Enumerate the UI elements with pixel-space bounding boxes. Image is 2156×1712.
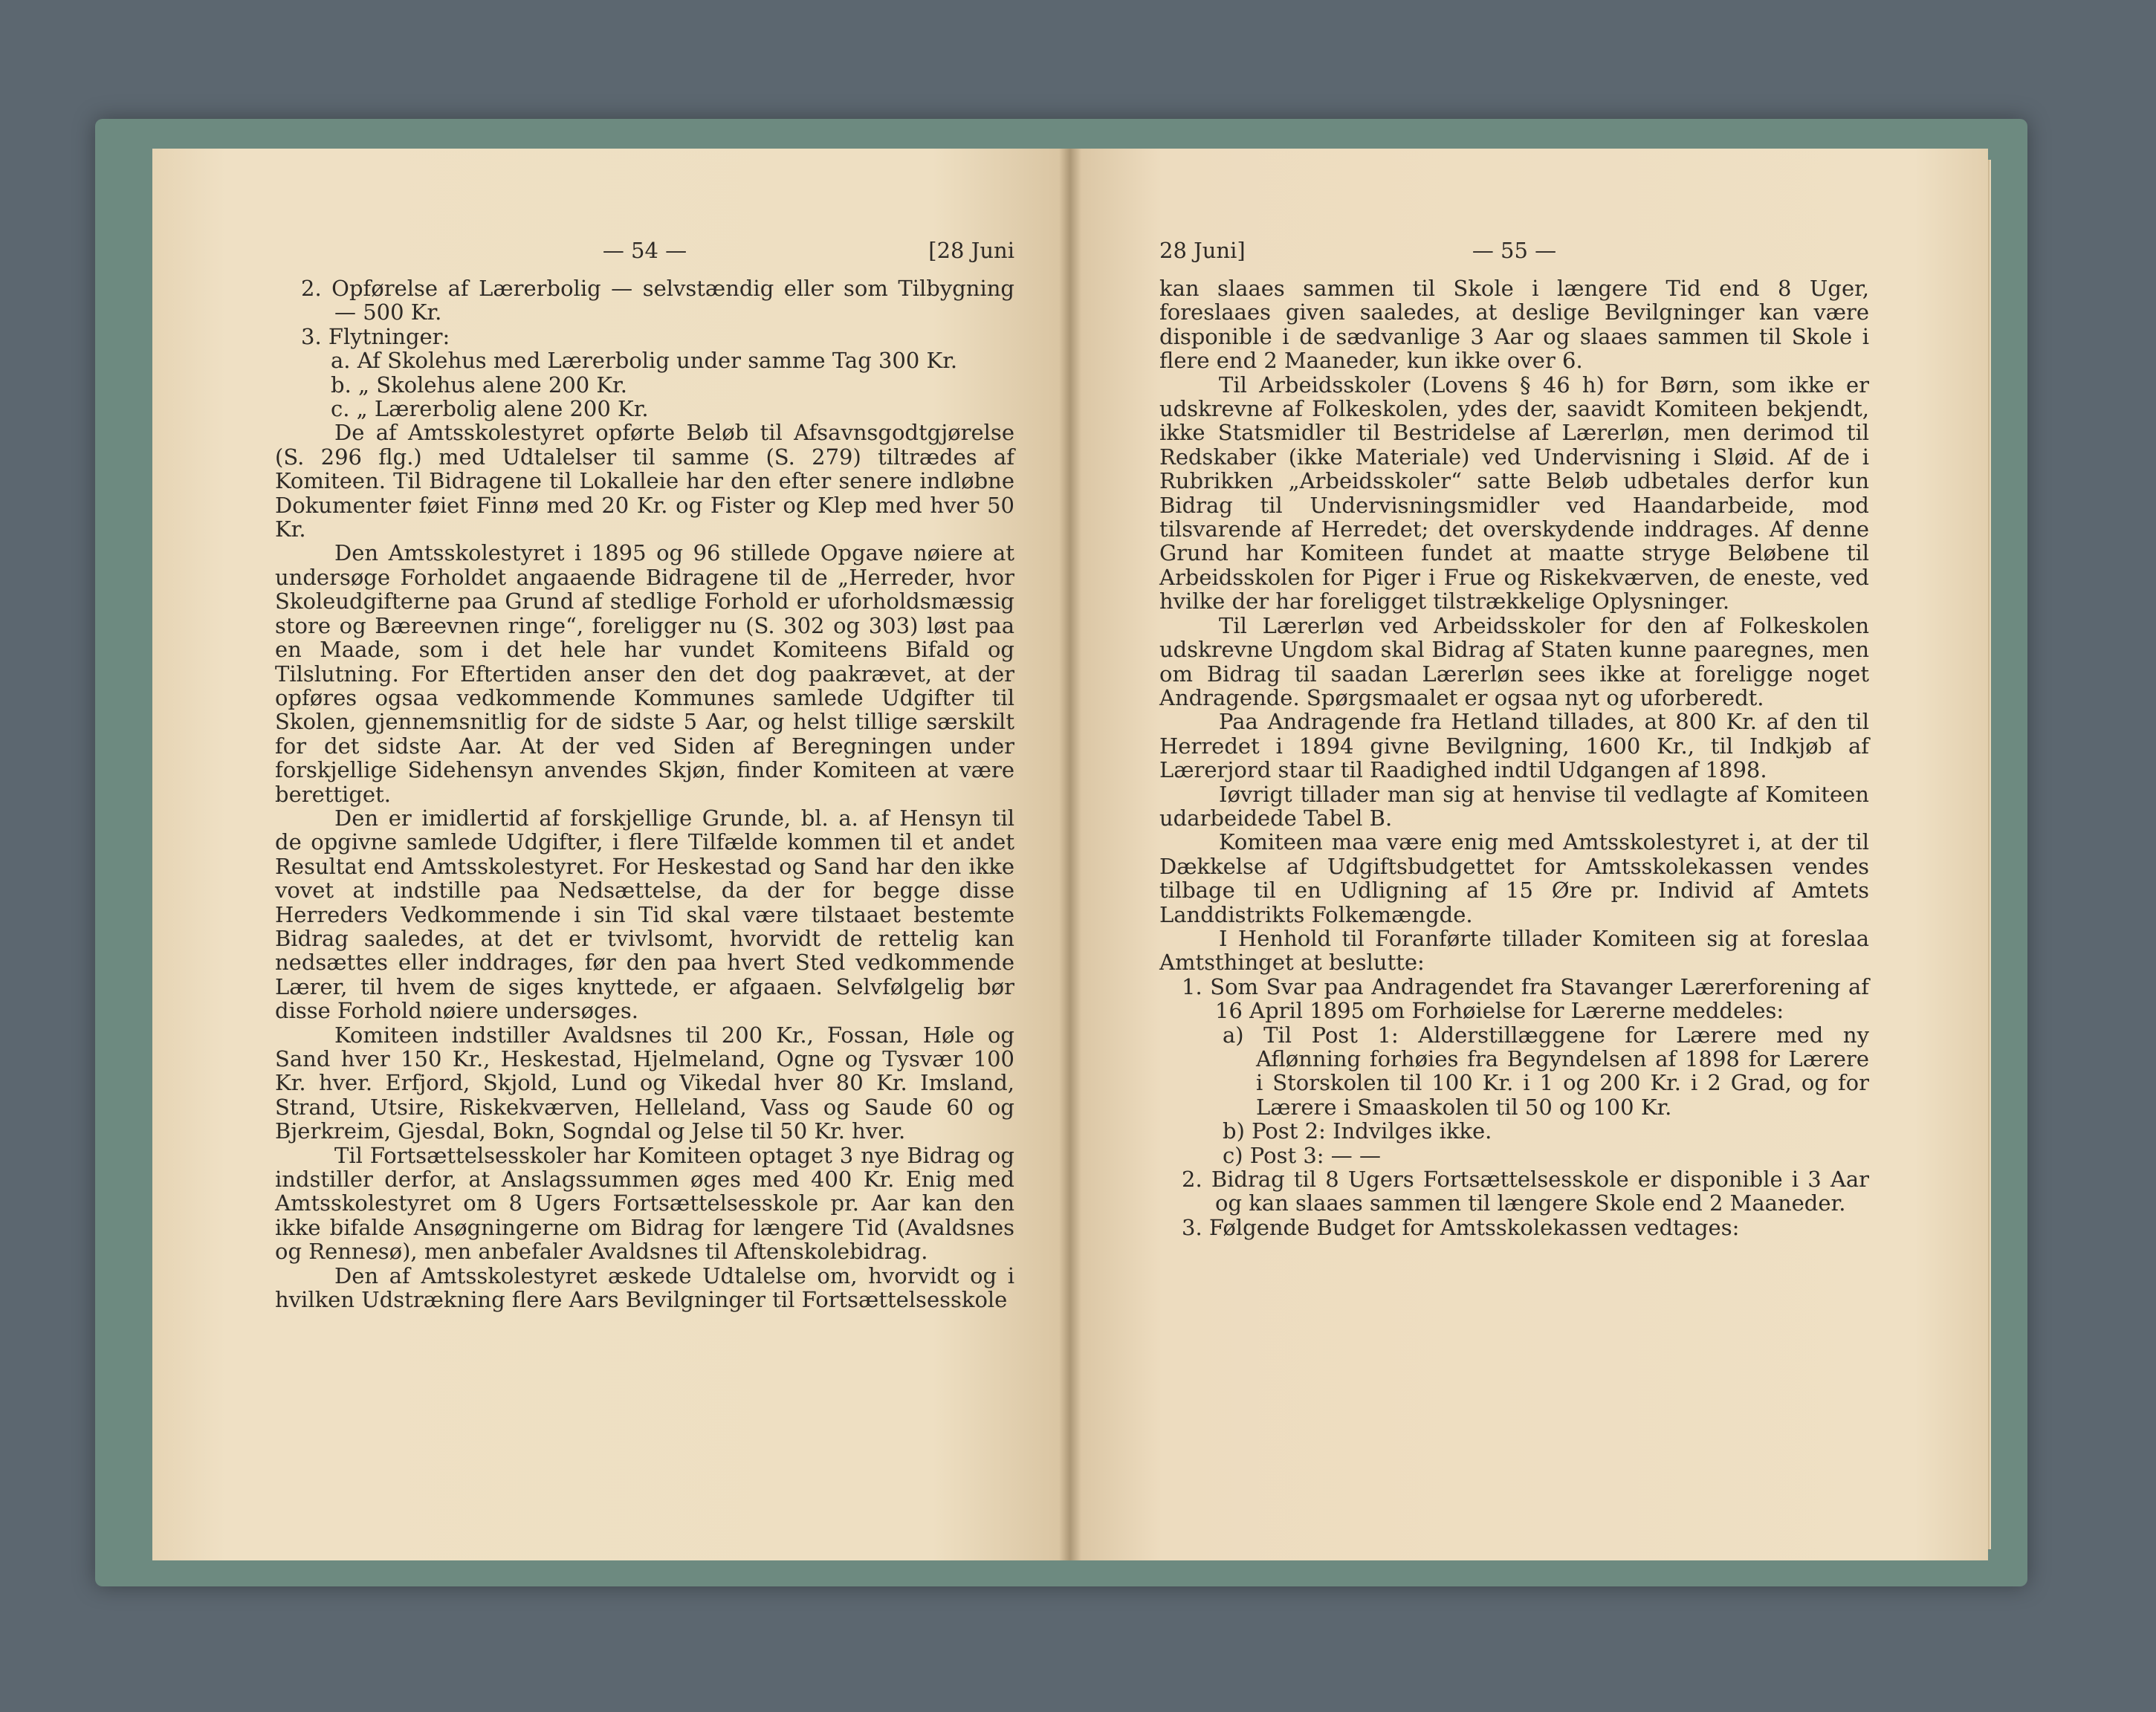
paragraph: 2. Bidrag til 8 Ugers Fortsættelsesskole er disponible i 3 Aar og kan slaaes sammen til længere Skole end 2 Maaneder. (1182, 1167, 1869, 1216)
paragraph: I Henhold til Foranførte tillader Komiteen sig at foreslaa Amtsthinget at beslutte: (1159, 925, 1869, 976)
paragraph: 3. Følgende Budget for Amtsskolekassen vedtages: (1182, 1214, 1740, 1240)
paragraph: Til Arbeidsskoler (Lovens § 46 h) for Børn, som ikke er udskrevne af Folkeskolen, ydes der, saavidt Komiteen bekjendt, ikke Statsmidler til Bestridelse af Lærerløn, men derimod til Redskaber (ikke Materiale) ved Undervisning i Sløid. Af de i Rubrikken „Arbeidsskoler“ satte Beløb udbetales derfor kun Bidrag til Undervisningsmidler ved Haandarbeide, mod tilsvarende af Herredet; det overskydende inddrages. Af denne Grund har Komiteen fundet at maatte stryge Beløbene til Arbeidsskolen for Piger i Frue og Riskekværven, de eneste, ved hvilke der har foreligget tilstrækkelige Oplysninger. (1159, 372, 1869, 615)
paragraph: Den af Amtsskolestyret æskede Udtalelse om, hvorvidt og i hvilken Udstrækning flere Aars Bevilgninger til Fortsættelsesskole (275, 1262, 1014, 1313)
running-head-date: 28 Juni] (1159, 238, 1246, 263)
paragraph: Den er imidlertid af forskjellige Grunde, bl. a. af Hensyn til de opgivne samlede Udgifter, i flere Tilfælde kommen til et andet Resultat end Amtsskolestyret. For Heskestad og Sand har den ikke vovet at indstille paa Nedsættelse, da der for begge disse Herreders Vedkommende i sin Tid skal være tilstaaet bestemte Bidrag saaledes, at det er tvivlsomt, hvorvidt de rettelig kan nedsættes eller inddrages, før den paa hvert Sted vedkommende Lærer, til hvem de siges knyttede, er afgaaen. Selvfølgelig bør disse Forhold nøiere undersøges. (275, 805, 1014, 1024)
paragraph: Den Amtsskolestyret i 1895 og 96 stillede Opgave nøiere at undersøge Forholdet angaaende Bidragene til de „Herreder, hvor Skoleudgifterne paa Grund af stedlige Forhold er uforholdsmæssig store og Bæreevnen ringe“, foreligger nu (S. 302 og 303) løst paa en Maade, som i det hele har vundet Komiteens Bifald og Tilslutning. For Eftertiden anser den det dog paakrævet, at der opføres ogsaa vedkommende Kommunes samlede Udgifter til Skolen, gjennemsnitlig for de sidste 5 Aar, og helst tillige særskilt for det sidste Aar. At der ved Siden af Beregningen under forskjellige Sidehensyn anvendes Skjøn, finder Komiteen at være berettiget. (275, 540, 1014, 807)
left-page (152, 149, 1070, 1560)
paragraph: kan slaaes sammen til Skole i længere Tid end 8 Uger, foreslaaes given saaledes, at deslige Bevilgninger kan være disponible i de sædvanlige 3 Aar og slaaes sammen til Skole i flere end 2 Maaneder, kun ikke over 6. (1159, 276, 1869, 374)
paragraph: Til Fortsættelsesskoler har Komiteen optaget 3 nye Bidrag og indstiller derfor, at Anslagssummen øges med 400 Kr. Enig med Amtsskolestyret om 8 Ugers Fortsættelsesskole pr. Aar kan den ikke bifalde Ansøgningerne om Bidrag for længere Tid (Avaldsnes og Rennesø), men anbefaler Avaldsnes til Aftenskolebidrag. (275, 1142, 1014, 1265)
page-number: — 55 — (1472, 238, 1557, 263)
left-page-header (275, 238, 1014, 268)
paragraph: b) Post 2: Indvilges ikke. (1223, 1118, 1492, 1144)
paragraph: 3. Flytninger: (301, 323, 450, 349)
book-gutter (1059, 149, 1081, 1560)
right-page-header (1159, 238, 1869, 268)
right-page (1070, 149, 1988, 1560)
paragraph: b. „ Skolehus alene 200 Kr. (331, 372, 627, 398)
paragraph: Iøvrigt tillader man sig at henvise til vedlagte af Komiteen udarbeidede Tabel B. (1159, 781, 1869, 831)
paragraph: Komiteen maa være enig med Amtsskolestyret i, at der til Dækkelse af Udgiftsbudgettet for Amtsskolekassen vendes tilbage til en Udligning af 15 Øre pr. Individ af Amtets Landdistrikts Folkemængde. (1159, 829, 1869, 927)
paragraph: a. Af Skolehus med Lærerbolig under samme Tag 300 Kr. (331, 348, 958, 374)
left-page-body (275, 276, 1014, 1311)
paragraph: c. „ Lærerbolig alene 200 Kr. (331, 396, 649, 422)
running-head-date: [28 Juni (928, 238, 1014, 263)
paragraph: De af Amtsskolestyret opførte Beløb til Afsavnsgodtgjørelse (S. 296 flg.) med Udtalelser til samme (S. 279) tiltrædes af Komiteen. Til Bidragene til Lokalleie har den efter senere indløbne Dokumenter føiet Finnø med 20 Kr. og Fister og Klep med hver 50 Kr. (275, 420, 1014, 542)
right-page-body (1159, 276, 1869, 1239)
paragraph: a) Til Post 1: Alderstillæggene for Lærere med ny Aflønning forhøies fra Begyndelsen af 1898 for Lærere i Storskolen til 100 Kr. i 1 og 200 Kr. i 2 Grad, og for Lærere i Smaaskolen til 50 og 100 Kr. (1223, 1022, 1869, 1120)
paragraph: c) Post 3: — — (1223, 1142, 1381, 1168)
page-number: — 54 — (602, 238, 687, 263)
paragraph: Paa Andragende fra Hetland tillades, at 800 Kr. af den til Herredet i 1894 givne Bevilgning, 1600 Kr., til Indkjøb af Lærerjord staar til Raadighed indtil Udgangen af 1898. (1159, 709, 1869, 783)
paragraph: 1. Som Svar paa Andragendet fra Stavanger Lærerforening af 16 April 1895 om Forhøielse for Lærerne meddeles: (1182, 973, 1869, 1024)
paragraph: Komiteen indstiller Avaldsnes til 200 Kr., Fossan, Høle og Sand hver 150 Kr., Heskestad, Hjelmeland, Ogne og Tysvær 100 Kr. hver. Erfjord, Skjold, Lund og Vikedal hver 80 Kr. Imsland, Strand, Utsire, Riskekværven, Helleland, Vass og Saude 60 og Bjerkreim, Gjesdal, Bokn, Sogndal og Jelse til 50 Kr. hver. (275, 1022, 1014, 1144)
paragraph: 2. Opførelse af Lærerbolig — selvstændig eller som Tilbygning — 500 Kr. (301, 276, 1014, 325)
paragraph: Til Lærerløn ved Arbeidsskoler for den af Folkeskolen udskrevne Ungdom skal Bidrag af Staten kunne paaregnes, men om Bidrag til saadan Lærerløn sees ikke at foreligge noget Andragende. Spørgsmaalet er ogsaa nyt og uforberedt. (1159, 612, 1869, 710)
